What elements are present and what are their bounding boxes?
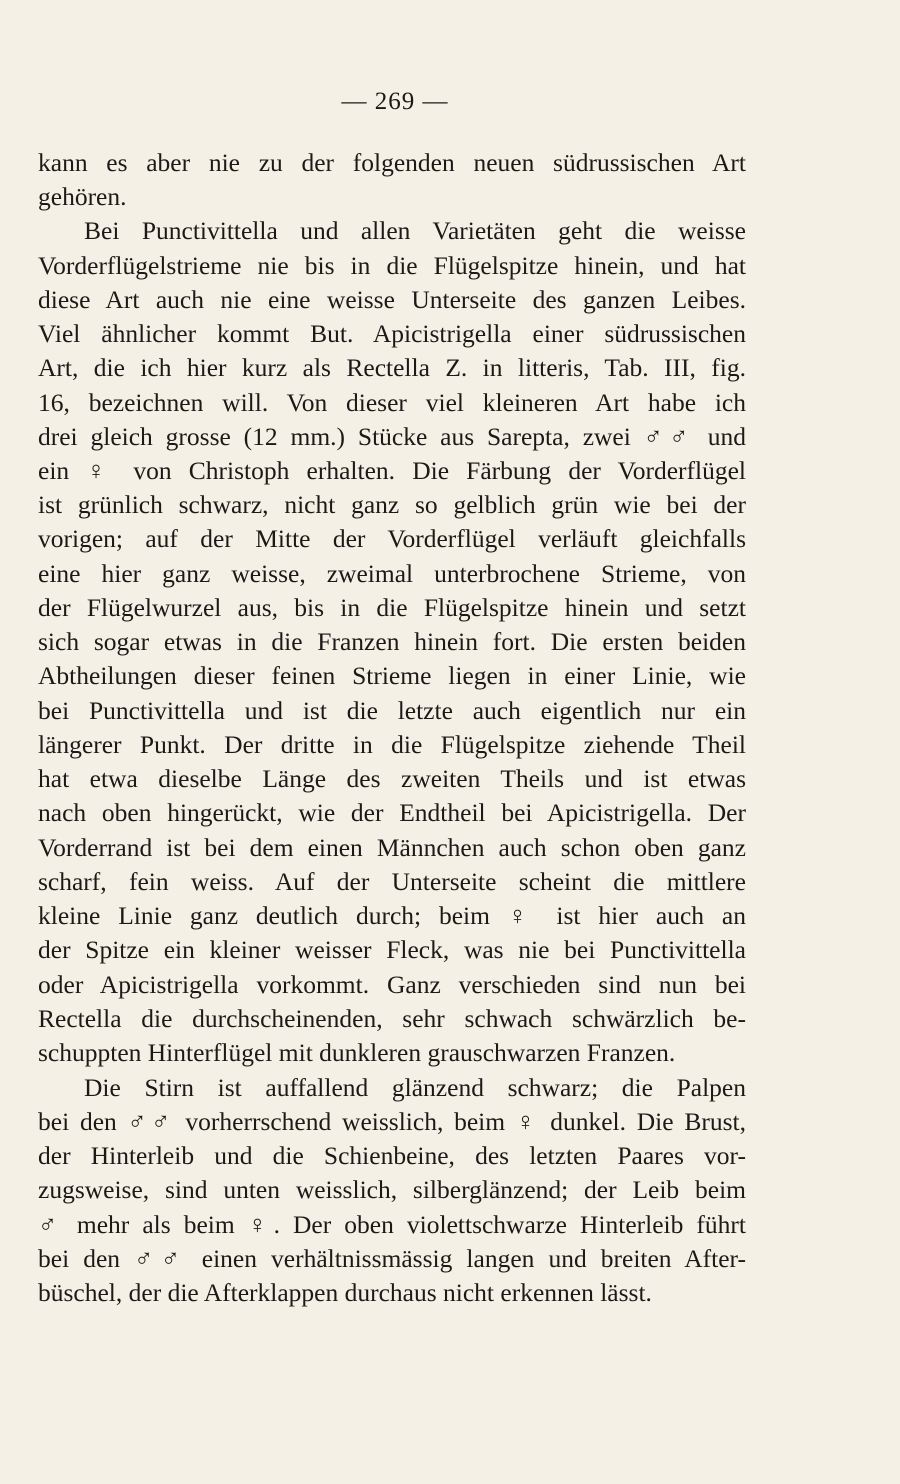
text-line: schuppten Hinterflügel mit dunkleren grauschwarzen Franzen. — [38, 1038, 676, 1067]
text-line: kleine Linie ganz deutlich durch; beim ♀ ist hier auch an — [38, 901, 746, 930]
text-line: der Hinterleib und die Schienbeine, des letzten Paares vor- — [38, 1141, 746, 1170]
text-line: sich sogar etwas in die Franzen hinein fort. Die ersten beiden — [38, 627, 746, 656]
text-line: gehören. — [38, 182, 127, 211]
text-line: scharf, fein weiss. Auf der Unterseite scheint die mittlere — [38, 867, 746, 896]
text-line: Viel ähnlicher kommt But. Apicistrigella einer südrussischen — [38, 319, 746, 348]
text-line: nach oben hingerückt, wie der Endtheil bei Apicistrigella. Der — [38, 798, 746, 827]
text-line: drei gleich grosse (12 mm.) Stücke aus Sarepta, zwei ♂♂ und — [38, 422, 746, 451]
text-line: büschel, der die Afterklappen durchaus nicht erkennen lässt. — [38, 1278, 652, 1307]
page-number: — 269 — — [341, 88, 449, 115]
text-line: bei den ♂♂ vorherrschend weisslich, beim ♀ dunkel. Die Brust, — [38, 1107, 746, 1136]
text-line: hat etwa dieselbe Länge des zweiten Theils und ist etwas — [38, 764, 746, 793]
text-line: der Flügelwurzel aus, bis in die Flügelspitze hinein und setzt — [38, 593, 746, 622]
text-line: Die Stirn ist auffallend glänzend schwarz; die Palpen — [84, 1073, 746, 1102]
text-line: zugsweise, sind unten weisslich, silberglänzend; der Leib beim — [38, 1175, 746, 1204]
text-line: der Spitze ein kleiner weisser Fleck, was nie bei Punctivittella — [38, 935, 746, 964]
text-line: Vorderflügelstrieme nie bis in die Flügelspitze hinein, und hat — [38, 251, 746, 280]
text-line: Abtheilungen dieser feinen Strieme liegen in einer Linie, wie — [38, 661, 746, 690]
text-line: längerer Punkt. Der dritte in die Flügelspitze ziehende Theil — [38, 730, 746, 759]
text-line: ist grünlich schwarz, nicht ganz so gelblich grün wie bei der — [38, 490, 746, 519]
text-line: eine hier ganz weisse, zweimal unterbrochene Strieme, von — [38, 559, 746, 588]
text-line: kann es aber nie zu der folgenden neuen südrussischen Art — [38, 148, 746, 177]
text-line: diese Art auch nie eine weisse Unterseite des ganzen Leibes. — [38, 285, 746, 314]
text-line: 16, bezeichnen will. Von dieser viel kleineren Art habe ich — [38, 388, 746, 417]
text-line: bei den ♂♂ einen verhältnissmässig langen und breiten After- — [38, 1244, 746, 1273]
text-line: bei Punctivittella und ist die letzte auch eigentlich nur ein — [38, 696, 746, 725]
text-line: ein ♀ von Christoph erhalten. Die Färbung der Vorderflügel — [38, 456, 746, 485]
text-line: Bei Punctivittella und allen Varietäten geht die weisse — [84, 216, 746, 245]
text-line: ♂ mehr als beim ♀. Der oben violettschwarze Hinterleib führt — [38, 1210, 746, 1239]
text-line: Art, die ich hier kurz als Rectella Z. in litteris, Tab. III, fig. — [38, 353, 746, 382]
text-line: oder Apicistrigella vorkommt. Ganz verschieden sind nun bei — [38, 970, 746, 999]
text-line: Rectella die durchscheinenden, sehr schwach schwärzlich be- — [38, 1004, 746, 1033]
text-line: Vorderrand ist bei dem einen Männchen auch schon oben ganz — [38, 833, 746, 862]
text-line: vorigen; auf der Mitte der Vorderflügel verläuft gleichfalls — [38, 524, 746, 553]
